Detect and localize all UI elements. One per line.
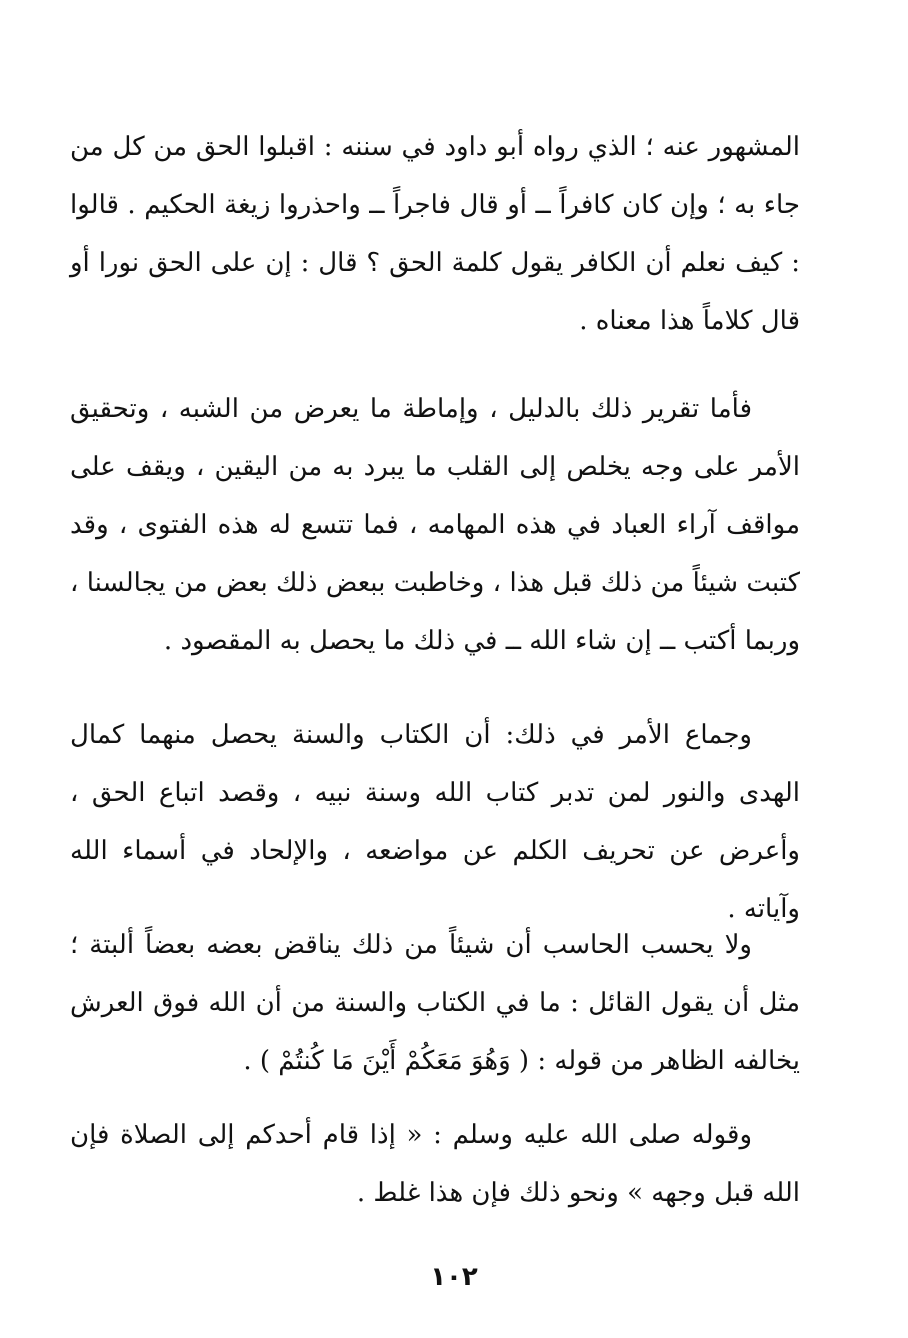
paragraph-evidence: فأما تقرير ذلك بالدليل ، وإماطة ما يعرض من الشبه ، وتحقيق الأمر على وجه يخلص إلى القلب ما يبرد به من اليقين ، ويقف على مواقف آراء العباد في هذه المهامه ، فما تتسع له هذه الفتوى ، وقد كتبت شيئاً من ذلك قبل هذا ، وخاطبت ببعض ذلك بعض من يجالسنا ، وربما أكتب ــ إن شاء الله ــ في ذلك ما يحصل به المقصود .	[70, 394, 800, 656]
paragraph-prayer-hadith: وقوله صلى الله عليه وسلم : « إذا قام أحدكم إلى الصلاة فإن الله قبل وجهه » ونحو ذلك فإن هذا غلط .	[70, 1120, 800, 1208]
paragraph-summary: وجماع الأمر في ذلك: أن الكتاب والسنة يحصل منهما كمال الهدى والنور لمن تدبر كتاب الله وسنة نبيه ، وقصد اتباع الحق ، وأعرض عن تحريف الكلم عن مواضعه ، والإلحاد في أسماء الله وآياته .	[70, 720, 800, 924]
paragraph-hadith: المشهور عنه ؛ الذي رواه أبو داود في سننه : اقبلوا الحق من كل من جاء به ؛ وإن كان كافراً ــ أو قال فاجراً ــ واحذروا زيغة الحكيم . قالوا : كيف نعلم أن الكافر يقول كلمة الحق ؟ قال : إن على الحق نورا أو قال كلاماً هذا معناه .	[70, 132, 800, 336]
page-number: ١٠٢	[430, 1262, 478, 1292]
paragraph-contradiction: ولا يحسب الحاسب أن شيئاً من ذلك يناقض بعضه بعضاً ألبتة ؛ مثل أن يقول القائل : ما في الكتاب والسنة من أن الله فوق العرش يخالفه الظاهر من قوله : ( وَهُوَ مَعَكُمْ أَيْنَ مَا كُنتُمْ ) .	[70, 930, 800, 1076]
